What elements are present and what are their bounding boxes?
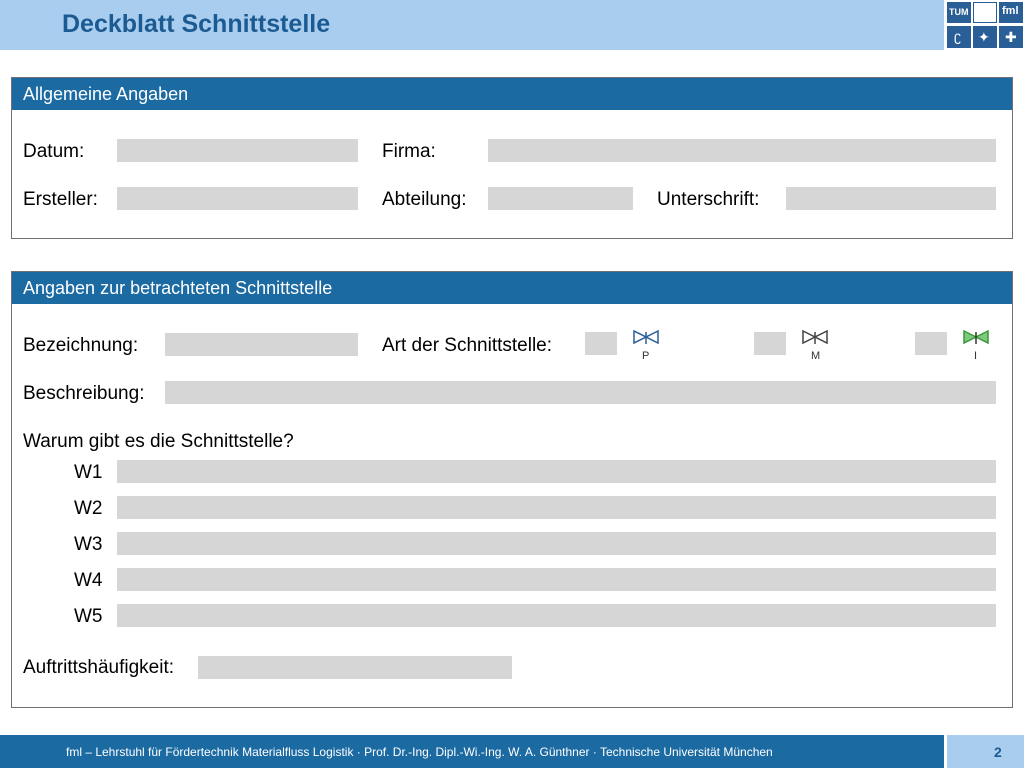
ersteller-label: Ersteller: bbox=[23, 189, 98, 210]
haeufigkeit-field[interactable] bbox=[198, 656, 512, 679]
reason-w4-label: W4 bbox=[74, 570, 103, 591]
reason-w1-label: W1 bbox=[74, 462, 103, 483]
abteilung-label: Abteilung: bbox=[382, 189, 467, 210]
type-m-label: M bbox=[811, 350, 821, 362]
type-p-label: P bbox=[642, 350, 650, 362]
reason-w3-label: W3 bbox=[74, 534, 103, 555]
logo-text-tum: TUM bbox=[949, 7, 969, 17]
reason-w2-label: W2 bbox=[74, 498, 103, 519]
logo-glyph-3: ✚ bbox=[1005, 29, 1017, 45]
reason-w5-label: W5 bbox=[74, 606, 103, 627]
art-label: Art der Schnittstelle: bbox=[382, 335, 553, 356]
type-i-checkbox[interactable] bbox=[915, 332, 947, 355]
beschreibung-field[interactable] bbox=[165, 381, 996, 404]
valve-m-icon bbox=[802, 329, 828, 345]
type-i-label: I bbox=[974, 350, 978, 362]
page-title: Deckblatt Schnittstelle bbox=[62, 10, 331, 38]
datum-field[interactable] bbox=[117, 139, 358, 162]
type-m-checkbox[interactable] bbox=[754, 332, 786, 355]
type-p-checkbox[interactable] bbox=[585, 332, 617, 355]
valve-p-icon bbox=[633, 329, 659, 345]
bezeichnung-label: Bezeichnung: bbox=[23, 335, 139, 356]
logo-glyph-1: ʗ bbox=[954, 28, 961, 44]
reason-w4-field[interactable] bbox=[117, 568, 996, 591]
datum-label: Datum: bbox=[23, 141, 85, 162]
bezeichnung-field[interactable] bbox=[165, 333, 358, 356]
reason-w2-field[interactable] bbox=[117, 496, 996, 519]
page-number-box bbox=[947, 735, 1024, 768]
unterschrift-label: Unterschrift: bbox=[657, 189, 760, 210]
firma-field[interactable] bbox=[488, 139, 996, 162]
tum-fml-logo bbox=[944, 0, 1024, 50]
valve-i-icon bbox=[963, 329, 989, 345]
abteilung-field[interactable] bbox=[488, 187, 633, 210]
firma-label: Firma: bbox=[382, 141, 436, 162]
footer-text: fml – Lehrstuhl für Fördertechnik Materialfluss Logistik · Prof. Dr.-Ing. Dipl.-Wi.-Ing. W. A. Günthner · Technische Universität München bbox=[66, 745, 773, 759]
ersteller-field[interactable] bbox=[117, 187, 358, 210]
unterschrift-field[interactable] bbox=[786, 187, 996, 210]
haeufigkeit-label: Auftrittshäufigkeit: bbox=[23, 657, 175, 678]
page-number: 2 bbox=[994, 744, 1002, 760]
logo-glyph-2: ✦ bbox=[978, 29, 990, 45]
reason-w3-field[interactable] bbox=[117, 532, 996, 555]
general-info-heading: Allgemeine Angaben bbox=[12, 78, 1012, 110]
reason-w5-field[interactable] bbox=[117, 604, 996, 627]
logo-text-fml: fml bbox=[1002, 5, 1019, 17]
interface-info-heading: Angaben zur betrachteten Schnittstelle bbox=[12, 272, 1012, 304]
beschreibung-label: Beschreibung: bbox=[23, 383, 145, 404]
reason-w1-field[interactable] bbox=[117, 460, 996, 483]
warum-label: Warum gibt es die Schnittstelle? bbox=[23, 431, 294, 452]
